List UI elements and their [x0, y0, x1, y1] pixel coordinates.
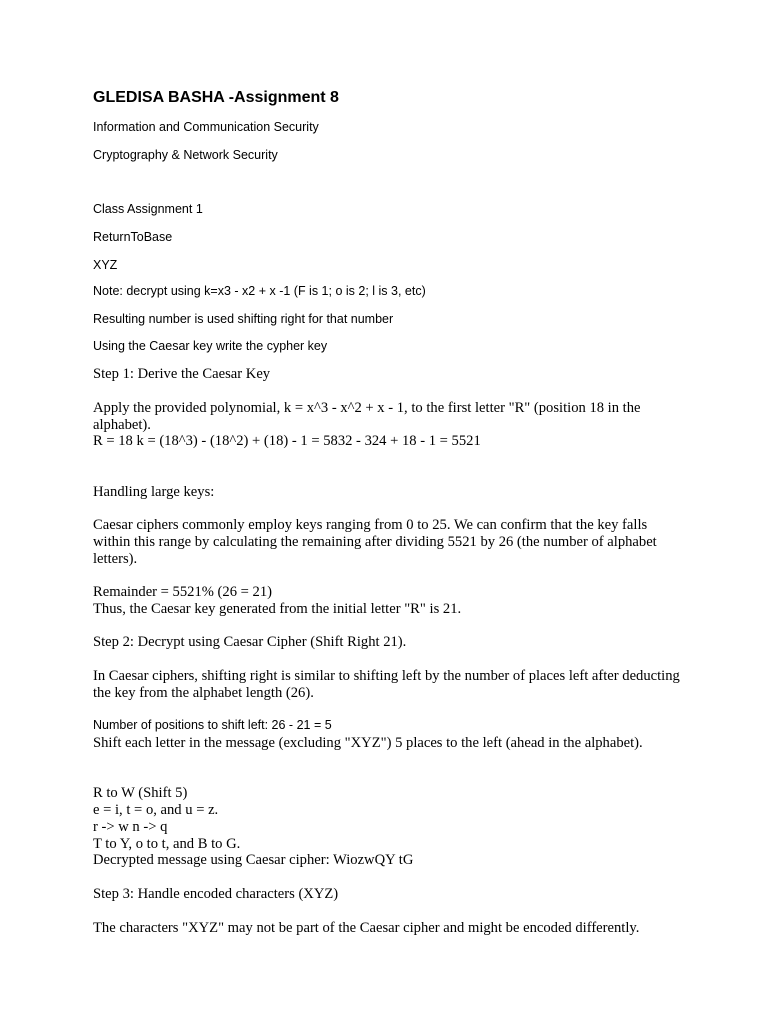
eitu-line: e = i, t = o, and u = z. — [93, 802, 219, 818]
class-assignment-label: Class Assignment 1 — [93, 202, 203, 216]
step1-heading: Step 1: Derive the Caesar Key — [93, 366, 271, 382]
resulting-text: Resulting number is used shifting right for that number — [93, 312, 394, 326]
shift-explain-paragraph: In Caesar ciphers, shifting right is similar to shifting left by the number of places left after deducting the key from the alphabet length (26). — [93, 668, 680, 701]
cipher-word: ReturnToBase — [93, 230, 173, 244]
positions-left-line: Number of positions to shift left: 26 - 21 = 5 — [93, 718, 332, 732]
caesar-range-paragraph: Caesar ciphers commonly employ keys ranging from 0 to 25. We can confirm that the key falls within this range by calculating the remaining after dividing 5521 by 26 (the number of alphabet letters). — [93, 517, 657, 567]
decrypted-line: Decrypted message using Caesar cipher: WiozwQY tG — [93, 852, 414, 868]
large-keys-heading: Handling large keys: — [93, 484, 215, 500]
r-w-n-q-line: r -> w n -> q — [93, 819, 168, 835]
xyz-paragraph: The characters "XYZ" may not be part of the Caesar cipher and might be encoded differently. — [93, 920, 640, 936]
thus-key-line: Thus, the Caesar key generated from the initial letter "R" is 21. — [93, 601, 462, 617]
document-title: GLEDISA BASHA -Assignment 8 — [93, 89, 339, 106]
step2-heading: Step 2: Decrypt using Caesar Cipher (Shift Right 21). — [93, 634, 407, 650]
course-line-2: Cryptography & Network Security — [93, 148, 278, 162]
using-key-text: Using the Caesar key write the cypher key — [93, 339, 328, 353]
step3-heading: Step 3: Handle encoded characters (XYZ) — [93, 886, 339, 902]
r-to-w-line: R to W (Shift 5) — [93, 785, 188, 801]
suffix-text: XYZ — [93, 258, 118, 272]
t-to-y-line: T to Y, o to t, and B to G. — [93, 836, 241, 852]
remainder-line: Remainder = 5521% (26 = 21) — [93, 584, 272, 600]
r-calculation: R = 18 k = (18^3) - (18^2) + (18) - 1 = 5832 - 324 + 18 - 1 = 5521 — [93, 433, 481, 449]
course-line-1: Information and Communication Security — [93, 120, 319, 134]
shift-each-paragraph: Shift each letter in the message (excluding "XYZ") 5 places to the left (ahead in the alphabet). — [93, 735, 643, 751]
note-text: Note: decrypt using k=x3 - x2 + x -1 (F is 1; o is 2; l is 3, etc) — [93, 284, 426, 298]
apply-paragraph: Apply the provided polynomial, k = x^3 - x^2 + x - 1, to the first letter "R" (position 18 in the alphabet). — [93, 400, 641, 433]
